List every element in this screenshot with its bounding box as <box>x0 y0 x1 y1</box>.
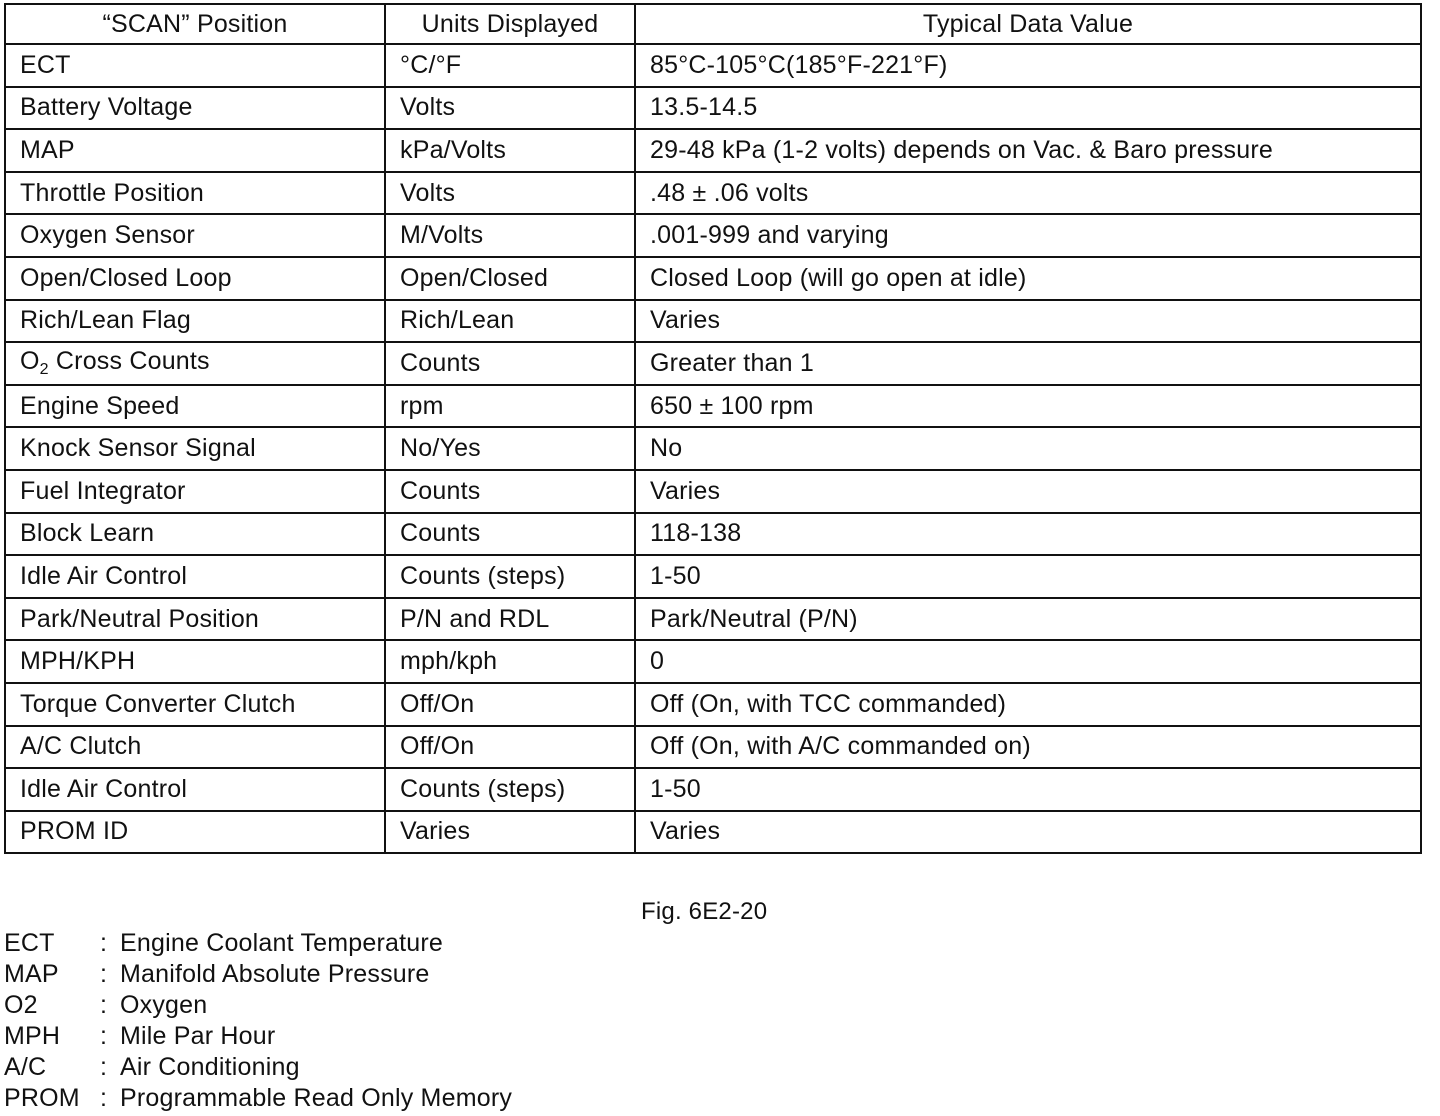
units-cell: °C/°F <box>385 44 635 87</box>
typical-value-cell: 0 <box>635 640 1421 683</box>
typical-value-cell: Closed Loop (will go open at idle) <box>635 257 1421 300</box>
scan-position-cell: Engine Speed <box>5 385 385 428</box>
scan-position-cell: Throttle Position <box>5 172 385 215</box>
table-row <box>5 214 1421 257</box>
units-cell: No/Yes <box>385 427 635 470</box>
table-row <box>5 598 1421 641</box>
units-cell: Off/On <box>385 683 635 726</box>
scan-data-table <box>4 3 1422 854</box>
legend-abbreviation: PROM <box>4 1084 80 1112</box>
table-row <box>5 385 1421 428</box>
legend-meaning: Mile Par Hour <box>120 1022 276 1050</box>
scan-position-cell: MAP <box>5 129 385 172</box>
units-cell: kPa/Volts <box>385 129 635 172</box>
scan-position-cell: Knock Sensor Signal <box>5 427 385 470</box>
typical-value-cell: 29-48 kPa (1-2 volts) depends on Vac. & Baro pressure <box>635 129 1421 172</box>
legend-separator: : <box>100 1053 108 1081</box>
scan-position-cell: Park/Neutral Position <box>5 598 385 641</box>
legend-meaning: Manifold Absolute Pressure <box>120 960 430 988</box>
legend-abbreviation: O2 <box>4 991 38 1019</box>
units-cell: rpm <box>385 385 635 428</box>
legend-abbreviation: ECT <box>4 929 55 957</box>
legend-meaning: Air Conditioning <box>120 1053 300 1081</box>
typical-value-cell: Off (On, with TCC commanded) <box>635 683 1421 726</box>
legend-item <box>4 959 512 990</box>
units-cell: Volts <box>385 87 635 130</box>
table-row <box>5 470 1421 513</box>
typical-value-cell: Off (On, with A/C commanded on) <box>635 726 1421 769</box>
figure-caption: Fig. 6E2-20 <box>641 898 768 925</box>
scan-position-cell: MPH/KPH <box>5 640 385 683</box>
units-cell: Volts <box>385 172 635 215</box>
o2-main-text: O <box>20 347 40 376</box>
typical-value-cell: 85°C-105°C(185°F-221°F) <box>635 44 1421 87</box>
table-row <box>5 257 1421 300</box>
typical-value-cell: No <box>635 427 1421 470</box>
units-cell: Counts <box>385 470 635 513</box>
legend-item <box>4 928 512 959</box>
typical-value-cell: .48 ± .06 volts <box>635 172 1421 215</box>
scan-position-cell: Battery Voltage <box>5 87 385 130</box>
legend-separator: : <box>100 1084 108 1112</box>
table-row <box>5 513 1421 556</box>
table-row <box>5 427 1421 470</box>
table-row <box>5 640 1421 683</box>
header-row <box>5 4 1421 44</box>
typical-value-cell: Varies <box>635 811 1421 854</box>
typical-value-cell: Park/Neutral (P/N) <box>635 598 1421 641</box>
legend-meaning: Engine Coolant Temperature <box>120 929 443 957</box>
units-cell: Counts <box>385 342 635 385</box>
header-scan-position: “SCAN” Position <box>5 4 385 44</box>
table-row <box>5 683 1421 726</box>
legend-separator: : <box>100 960 108 988</box>
legend-item <box>4 1021 512 1052</box>
scan-position-cell: Open/Closed Loop <box>5 257 385 300</box>
typical-value-cell: .001-999 and varying <box>635 214 1421 257</box>
typical-value-cell: 650 ± 100 rpm <box>635 385 1421 428</box>
scan-position-cell: Block Learn <box>5 513 385 556</box>
scan-position-cell: PROM ID <box>5 811 385 854</box>
units-cell: Counts <box>385 513 635 556</box>
table-row <box>5 44 1421 87</box>
scan-position-cell: Torque Converter Clutch <box>5 683 385 726</box>
typical-value-cell: Varies <box>635 300 1421 343</box>
typical-value-cell: Greater than 1 <box>635 342 1421 385</box>
scan-position-cell: Idle Air Control <box>5 555 385 598</box>
units-cell: P/N and RDL <box>385 598 635 641</box>
table-row <box>5 172 1421 215</box>
legend-separator: : <box>100 1022 108 1050</box>
typical-value-cell: Varies <box>635 470 1421 513</box>
legend-separator: : <box>100 929 108 957</box>
units-cell: Varies <box>385 811 635 854</box>
units-cell: mph/kph <box>385 640 635 683</box>
legend-item <box>4 990 512 1021</box>
units-cell: M/Volts <box>385 214 635 257</box>
typical-value-cell: 1-50 <box>635 768 1421 811</box>
legend-item <box>4 1052 512 1083</box>
typical-value-cell: 1-50 <box>635 555 1421 598</box>
scan-position-cell: Rich/Lean Flag <box>5 300 385 343</box>
table-body <box>5 44 1421 853</box>
table-row <box>5 555 1421 598</box>
legend-abbreviation: MAP <box>4 960 59 988</box>
table-row <box>5 300 1421 343</box>
legend-abbreviation: MPH <box>4 1022 61 1050</box>
units-cell: Counts (steps) <box>385 768 635 811</box>
scan-position-cell <box>5 342 385 385</box>
units-cell: Counts (steps) <box>385 555 635 598</box>
scan-position-cell: Fuel Integrator <box>5 470 385 513</box>
legend-meaning: Oxygen <box>120 991 208 1019</box>
typical-value-cell: 118-138 <box>635 513 1421 556</box>
header-units-displayed: Units Displayed <box>385 4 635 44</box>
table-row <box>5 726 1421 769</box>
table-row <box>5 129 1421 172</box>
o2-subscript: 2 <box>39 361 49 379</box>
table-row <box>5 342 1421 385</box>
scan-position-cell: Idle Air Control <box>5 768 385 811</box>
table-row <box>5 768 1421 811</box>
scan-position-cell: Oxygen Sensor <box>5 214 385 257</box>
typical-value-cell: 13.5-14.5 <box>635 87 1421 130</box>
scan-position-cell: ECT <box>5 44 385 87</box>
o2-rest-text: Cross Counts <box>48 347 210 376</box>
table-row <box>5 811 1421 854</box>
units-cell: Open/Closed <box>385 257 635 300</box>
legend-meaning: Programmable Read Only Memory <box>120 1084 513 1112</box>
header-typical-data-value: Typical Data Value <box>635 4 1421 44</box>
legend-abbreviation: A/C <box>4 1053 47 1081</box>
table-row <box>5 87 1421 130</box>
legend-separator: : <box>100 991 108 1019</box>
legend-item <box>4 1083 512 1114</box>
table-header <box>5 4 1421 44</box>
units-cell: Rich/Lean <box>385 300 635 343</box>
abbreviation-legend <box>4 928 512 1114</box>
scan-position-cell: A/C Clutch <box>5 726 385 769</box>
units-cell: Off/On <box>385 726 635 769</box>
